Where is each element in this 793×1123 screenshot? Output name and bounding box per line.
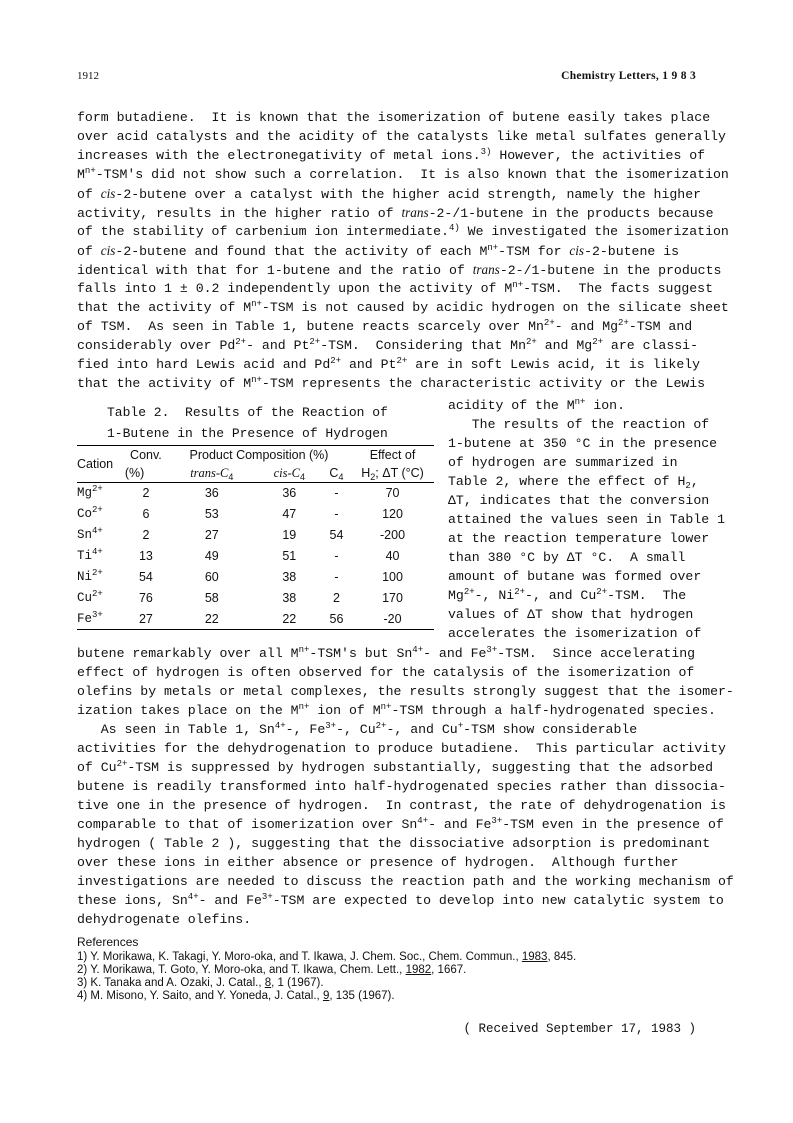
page-number: 1912 xyxy=(77,70,99,82)
text-line: of cis-2-butene over a catalyst with the higher acid strength, namely the higher xyxy=(77,186,702,202)
text-line: of TSM. As seen in Table 1, butene reacts scarcely over $Mn^{2+}-$ and $Mg^{2+}$-TSM and xyxy=(77,318,693,334)
text-line: of $Cu^{2+}$-TSM is suppressed by hydrogen substantially, suggesting that the adsorbed xyxy=(77,759,714,775)
reference-item: 1) Y. Morikawa, K. Takagi, Y. Moro-oka, and T. Ikawa, J. Chem. Soc., Chem. Commun., 1983, 845. xyxy=(77,951,577,963)
table-row: $Ni^{2+}$ 54 60 38 - 100 xyxy=(77,568,403,584)
table-caption: Table 2. Results of the Reaction of 1-Butene in the Presence of Hydrogen xyxy=(107,405,388,441)
text-line: hydrogen ( Table 2 ), suggesting that the dissociative adsorption is predominant xyxy=(77,836,711,851)
text-line: The results of the reaction of xyxy=(448,417,710,432)
table-row: $Cu^{2+}$ 76 58 38 2 170 xyxy=(77,589,403,605)
text-line: values of ΔT show that hydrogen xyxy=(448,607,694,622)
table-row: $Ti^{4+}$ 13 49 51 - 40 xyxy=(77,547,400,563)
text-line: that the activity of $M^{n+}$-TSM is not caused by acidic hydrogen on the silicate sheet xyxy=(77,299,729,315)
col-header-effect: Effect of xyxy=(369,448,416,462)
text-line: falls into 1 ± 0.2 independently upon the activity of $M^{n+}$-TSM. The facts suggest xyxy=(77,280,714,296)
reference-item: 3) K. Tanaka and A. Ozaki, J. Catal., 8, 1 (1967). xyxy=(77,977,324,989)
col-header-conv: Conv. xyxy=(130,448,162,462)
text-line: $Mg^{2+}-$, $Ni^{2+}-$, and $Cu^{2+}$-TSM. The xyxy=(448,587,687,603)
text-line: dehydrogenate olefins. xyxy=(77,912,252,927)
table-row: $Fe^{3+}$ 27 22 22 56 -20 xyxy=(77,609,434,630)
text-line: comparable to that of isomerization over $Sn^{4+}-$ and $Fe^{3+}$-TSM even in the presence of xyxy=(77,816,724,832)
text-line: butene remarkably over all $M^{n+}-TSM's$ but $Sn^{4+}-$ and $Fe^{3+}$-TSM. Since accelerating xyxy=(77,645,696,661)
text-line: ization takes place on the $M^{n+}$ ion of $M^{n+}$-TSM through a half-hydrogenated species. xyxy=(77,702,716,718)
col-header-product: Product Composition (%) xyxy=(189,448,329,462)
text-line: attained the values seen in Table 1 xyxy=(448,512,725,527)
text-line: increases with the electronegativity of metal ions.$^{3)}$ However, the activities of xyxy=(77,147,706,163)
text-line: Table 2, where the effect of $H_2$, xyxy=(448,474,699,491)
table-row: $Sn^{4+}$ 2 27 19 54 -200 xyxy=(77,526,406,542)
text-line: butene is readily transformed into half-hydrogenated species rather than dissocia- xyxy=(77,779,726,794)
references-heading: References xyxy=(77,935,139,949)
text-line: investigations are needed to discuss the reaction path and the working mechanism of xyxy=(77,874,734,889)
text-line: fied into hard Lewis acid and $Pd^{2+}$ and $Pt^{2+}$ are in soft Lewis acid, it is likely xyxy=(77,356,701,372)
table-row: $Mg^{2+}$ 2 36 36 - 70 xyxy=(77,484,400,501)
text-line: acidity of the $M^{n+}$ ion. xyxy=(448,397,626,413)
text-line: that the activity of $M^{n+}$-TSM represents the characteristic activity or the Lewis xyxy=(77,375,706,391)
text-line: effect of hydrogen is often observed for the catalysis of the isomerization of xyxy=(77,665,695,680)
text-line: of cis-2-butene and found that the activity of each $M^{n+}$-TSM for cis-2-butene is xyxy=(77,243,680,259)
text-line: accelerates the isomerization of xyxy=(448,626,702,641)
reference-item: 2) Y. Morikawa, T. Goto, Y. Moro-oka, and T. Ikawa, Chem. Lett., 1982, 1667. xyxy=(77,964,467,976)
text-line: considerably over $Pd^{2+}-$ and $Pt^{2+}$-TSM. Considering that $Mn^{2+}$ and $Mg^{2+}$ are classi- xyxy=(77,337,698,353)
journal-header: Chemistry Letters, 1 9 8 3 xyxy=(561,70,696,82)
citation-sup: 4) xyxy=(448,223,460,233)
text-line: ΔT, indicates that the conversion xyxy=(448,493,710,508)
text-line: amount of butane was formed over xyxy=(448,569,702,584)
text-line: olefins by metals or metal complexes, the results strongly suggest that the isomer- xyxy=(77,684,734,699)
text-line: activity, results in the higher ratio of trans-2-/1-butene in the products because xyxy=(77,205,714,221)
text-line: $M^{n+}-TSM's$ did not show such a correlation. It is also known that the isomerization xyxy=(77,166,729,182)
text-line: of hydrogen are summarized in xyxy=(448,455,678,470)
text-line: these ions, $Sn^{4+}-$ and $Fe^{3+}$-TSM are expected to develop into new catalytic system to xyxy=(77,892,724,908)
text-line: identical with that for 1-butene and the ratio of trans-2-/1-butene in the products xyxy=(77,262,722,278)
col-header-cation: Cation xyxy=(77,457,114,471)
reference-item: 4) M. Misono, Y. Saito, and Y. Yoneda, J. Catal., 9, 135 (1967). xyxy=(77,990,395,1002)
text-line: tive one in the presence of hydrogen. In contrast, the rate of dehydrogenation is xyxy=(77,798,726,813)
text-line: 1-butene at 350 °C in the presence xyxy=(448,436,718,451)
text-line: activities for the dehydrogenation to produce butadiene. This particular activity xyxy=(77,741,726,756)
table-row: $Co^{2+}$ 6 53 47 - 120 xyxy=(77,505,403,521)
received-date: ( Received September 17, 1983 ) xyxy=(463,1022,696,1036)
text-line: of the stability of carbenium ion intermediate.$^{4)}$ We investigated the isomerization xyxy=(77,223,729,239)
text-line: than 380 °C by ΔT °C. A small xyxy=(448,550,686,565)
text-line: form butadiene. It is known that the isomerization of butene easily takes place xyxy=(77,110,711,125)
text-line: at the reaction temperature lower xyxy=(448,531,710,546)
text-line: As seen in Table 1, $Sn^{4+}-$, $Fe^{3+}-$, $Cu^{2+}-$, and Cu+-TSM show considerable xyxy=(77,721,638,737)
text-line: over acid catalysts and the acidity of the catalysts like metal sulfates generally xyxy=(77,129,726,144)
results-table: Cation Conv. Product Composition (%) Effect of (%) trans-$C_4$ cis-$C_4$ $C_4$ $H_2$; ΔT (°C) $Mg^{2+}$ 2 36 36 - 70 $Co^{2+}$ 6 53 47 - 120 $Sn^{4+}$ 2 27 19 54 -200 $Ti^{4+}$ 13 49 51 - 40 $Ni^{2+}$ 54 60 38 - 100 $Cu^{2+}$ 76 58 38 2 170 $Fe^{3+}$ 27 22 22 56 -20 xyxy=(77,445,434,630)
text-line: over these ions in either absence or presence of hydrogen. Although further xyxy=(77,855,679,870)
citation-sup: 3) xyxy=(480,147,492,157)
